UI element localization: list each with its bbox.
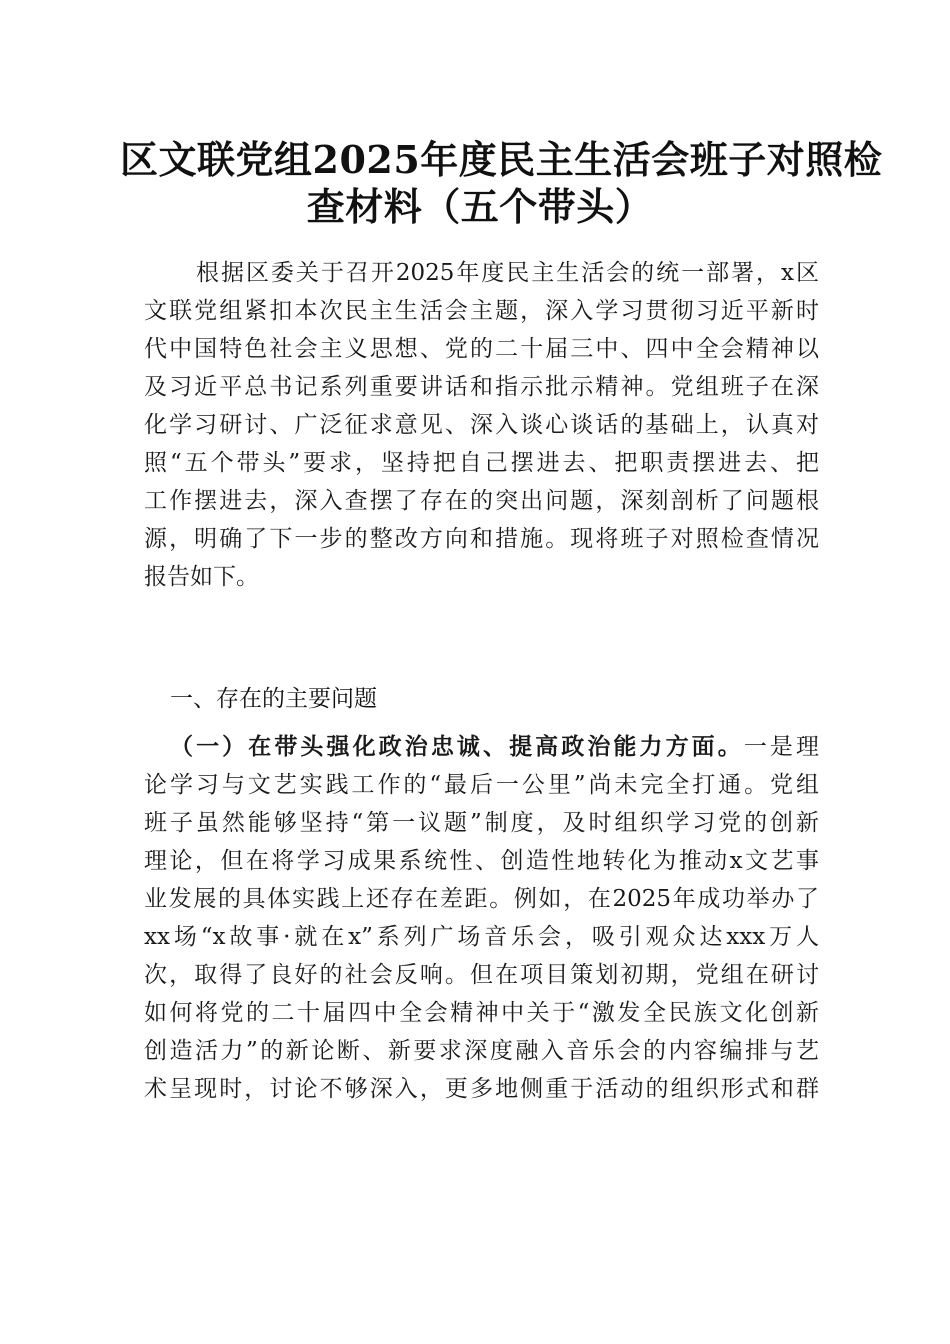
title-line-1: 区文联党组2025年度民主生活会班子对照检 <box>120 137 883 182</box>
section-1-first-line-rest: 一是理 <box>743 734 819 760</box>
section-1-line: 创造活力”的新论断、新要求深度融入音乐会的内容编排与艺 <box>144 1038 819 1064</box>
intro-line: 照“五个带头”要求，坚持把自己摆进去、把职责摆进去、把 <box>144 450 819 476</box>
section-1-line: xx场“x故事·就在x”系列广场音乐会，吸引观众达xxx万人 <box>144 924 819 950</box>
intro-line: 报告如下。 <box>144 564 259 590</box>
section-1-first-line <box>144 728 819 766</box>
section-1-line: 论学习与文艺实践工作的“最后一公里”尚未完全打通。党组 <box>144 772 819 798</box>
document-title <box>120 136 883 230</box>
intro-line: 代中国特色社会主义思想、党的二十届三中、四中全会精神以 <box>144 336 819 362</box>
intro-line: 工作摆进去，深入查摆了存在的突出问题，深刻剖析了问题根 <box>144 488 819 514</box>
section-1-line: 班子虽然能够坚持“第一议题”制度，及时组织学习党的创新 <box>144 810 819 836</box>
section-1-lead: （一）在带头强化政治忠诚、提高政治能力方面。 <box>170 733 744 760</box>
section-heading: 一、存在的主要问题 <box>170 686 377 712</box>
intro-line: 根据区委关于召开2025年度民主生活会的统一部署，x区 <box>196 260 819 286</box>
title-line-2: 查材料（五个带头） <box>306 184 654 229</box>
section-1-line: 次，取得了良好的社会反响。但在项目策划初期，党组在研讨 <box>144 962 819 988</box>
intro-line: 文联党组紧扣本次民主生活会主题，深入学习贯彻习近平新时 <box>144 298 819 324</box>
intro-line: 及习近平总书记系列重要讲话和指示批示精神。党组班子在深 <box>144 374 819 400</box>
section-1-line: 如何将党的二十届四中全会精神中关于“激发全民族文化创新 <box>144 1000 819 1026</box>
section-1-line: 理论，但在将学习成果系统性、创造性地转化为推动x文艺事 <box>144 848 819 874</box>
section-1-line: 术呈现时，讨论不够深入，更多地侧重于活动的组织形式和群 <box>144 1076 819 1102</box>
intro-line: 源，明确了下一步的整改方向和措施。现将班子对照检查情况 <box>144 526 819 552</box>
section-1-line: 业发展的具体实践上还存在差距。例如，在2025年成功举办了 <box>144 886 819 912</box>
intro-line: 化学习研讨、广泛征求意见、深入谈心谈话的基础上，认真对 <box>144 412 819 438</box>
section-1-paragraph <box>144 728 819 1108</box>
intro-paragraph <box>144 254 819 596</box>
